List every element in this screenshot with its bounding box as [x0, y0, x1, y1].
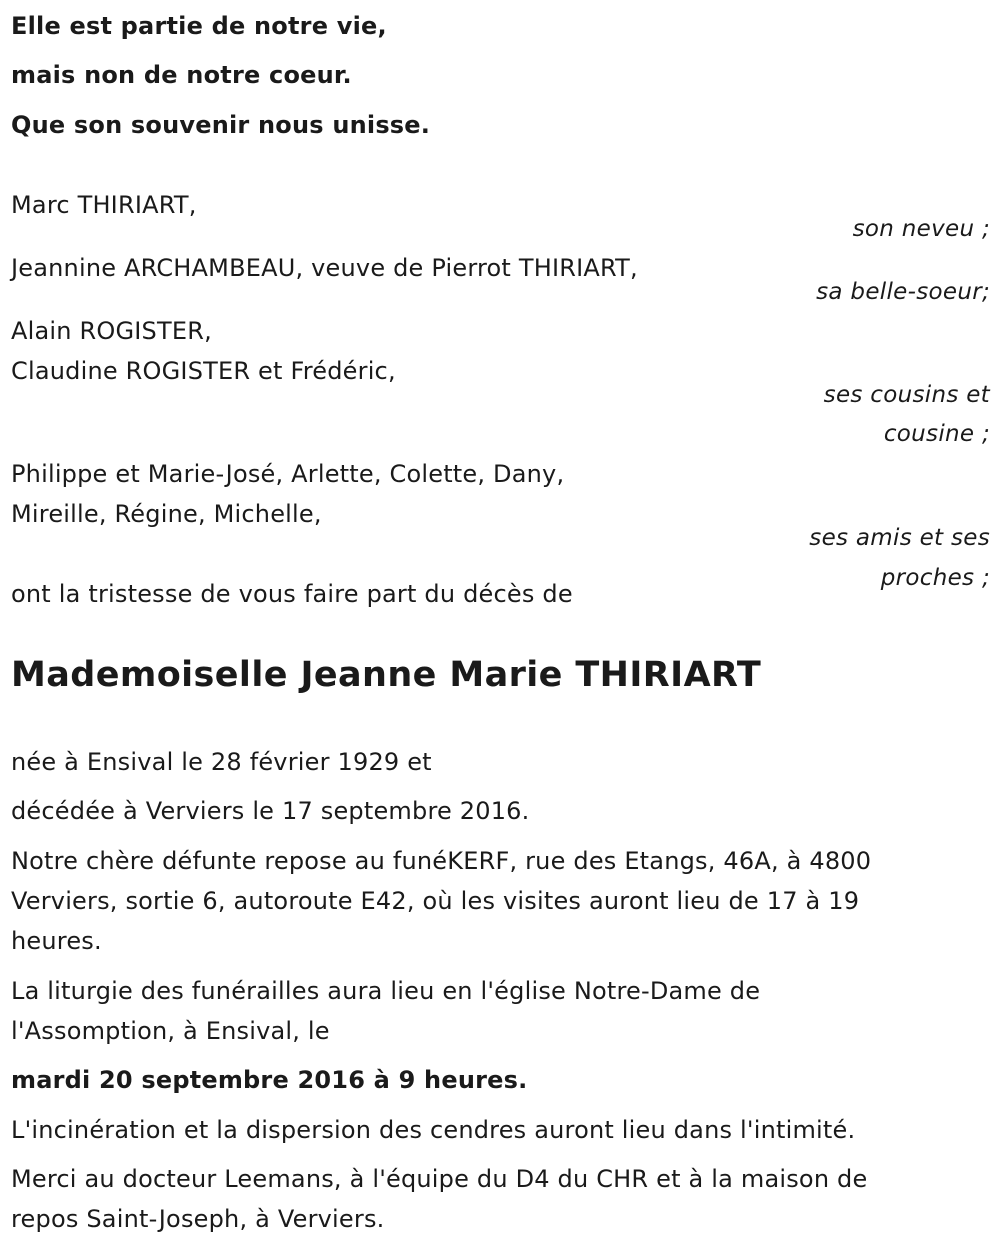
announcement: ont la tristesse de vous faire part du décès de — [11, 580, 573, 608]
repose-line-2: Verviers, sortie 6, autoroute E42, où les visites auront lieu de 17 à 19 — [11, 887, 860, 915]
relation-friends-2: proches ; — [880, 565, 990, 591]
repose-line-3: heures. — [11, 927, 102, 955]
birth-info: née à Ensival le 28 février 1929 et — [11, 748, 432, 776]
family-marc: Marc THIRIART, — [11, 191, 197, 219]
thanks-line-2: repos Saint-Joseph, à Verviers. — [11, 1205, 385, 1233]
family-jeannine: Jeannine ARCHAMBEAU, veuve de Pierrot THIRIART, — [11, 254, 638, 282]
family-alain: Alain ROGISTER, — [11, 317, 212, 345]
repose-line-1: Notre chère défunte repose au funéKERF, rue des Etangs, 46A, à 4800 — [11, 847, 872, 875]
friends-line-2: Mireille, Régine, Michelle, — [11, 500, 322, 528]
relation-nephew: son neveu ; — [852, 216, 990, 242]
relation-friends-1: ses amis et ses — [809, 525, 990, 551]
liturgy-line-1: La liturgie des funérailles aura lieu en l'église Notre-Dame de — [11, 977, 761, 1005]
relation-sister-in-law: sa belle-soeur; — [816, 279, 990, 305]
friends-line-1: Philippe et Marie-José, Arlette, Colette, Dany, — [11, 460, 565, 488]
relation-cousins-1: ses cousins et — [823, 382, 990, 408]
funeral-date: mardi 20 septembre 2016 à 9 heures. — [11, 1066, 528, 1094]
poem-line-2: mais non de notre coeur. — [11, 61, 352, 89]
family-claudine: Claudine ROGISTER et Frédéric, — [11, 357, 396, 385]
poem-line-1: Elle est partie de notre vie, — [11, 12, 387, 40]
deceased-name: Mademoiselle Jeanne Marie THIRIART — [11, 655, 762, 695]
cremation-info: L'incinération et la dispersion des cendres auront lieu dans l'intimité. — [11, 1116, 856, 1144]
poem-line-3: Que son souvenir nous unisse. — [11, 111, 431, 139]
relation-cousins-2: cousine ; — [883, 421, 990, 447]
death-info: décédée à Verviers le 17 septembre 2016. — [11, 797, 530, 825]
liturgy-line-2: l'Assomption, à Ensival, le — [11, 1017, 330, 1045]
thanks-line-1: Merci au docteur Leemans, à l'équipe du D4 du CHR et à la maison de — [11, 1165, 868, 1193]
